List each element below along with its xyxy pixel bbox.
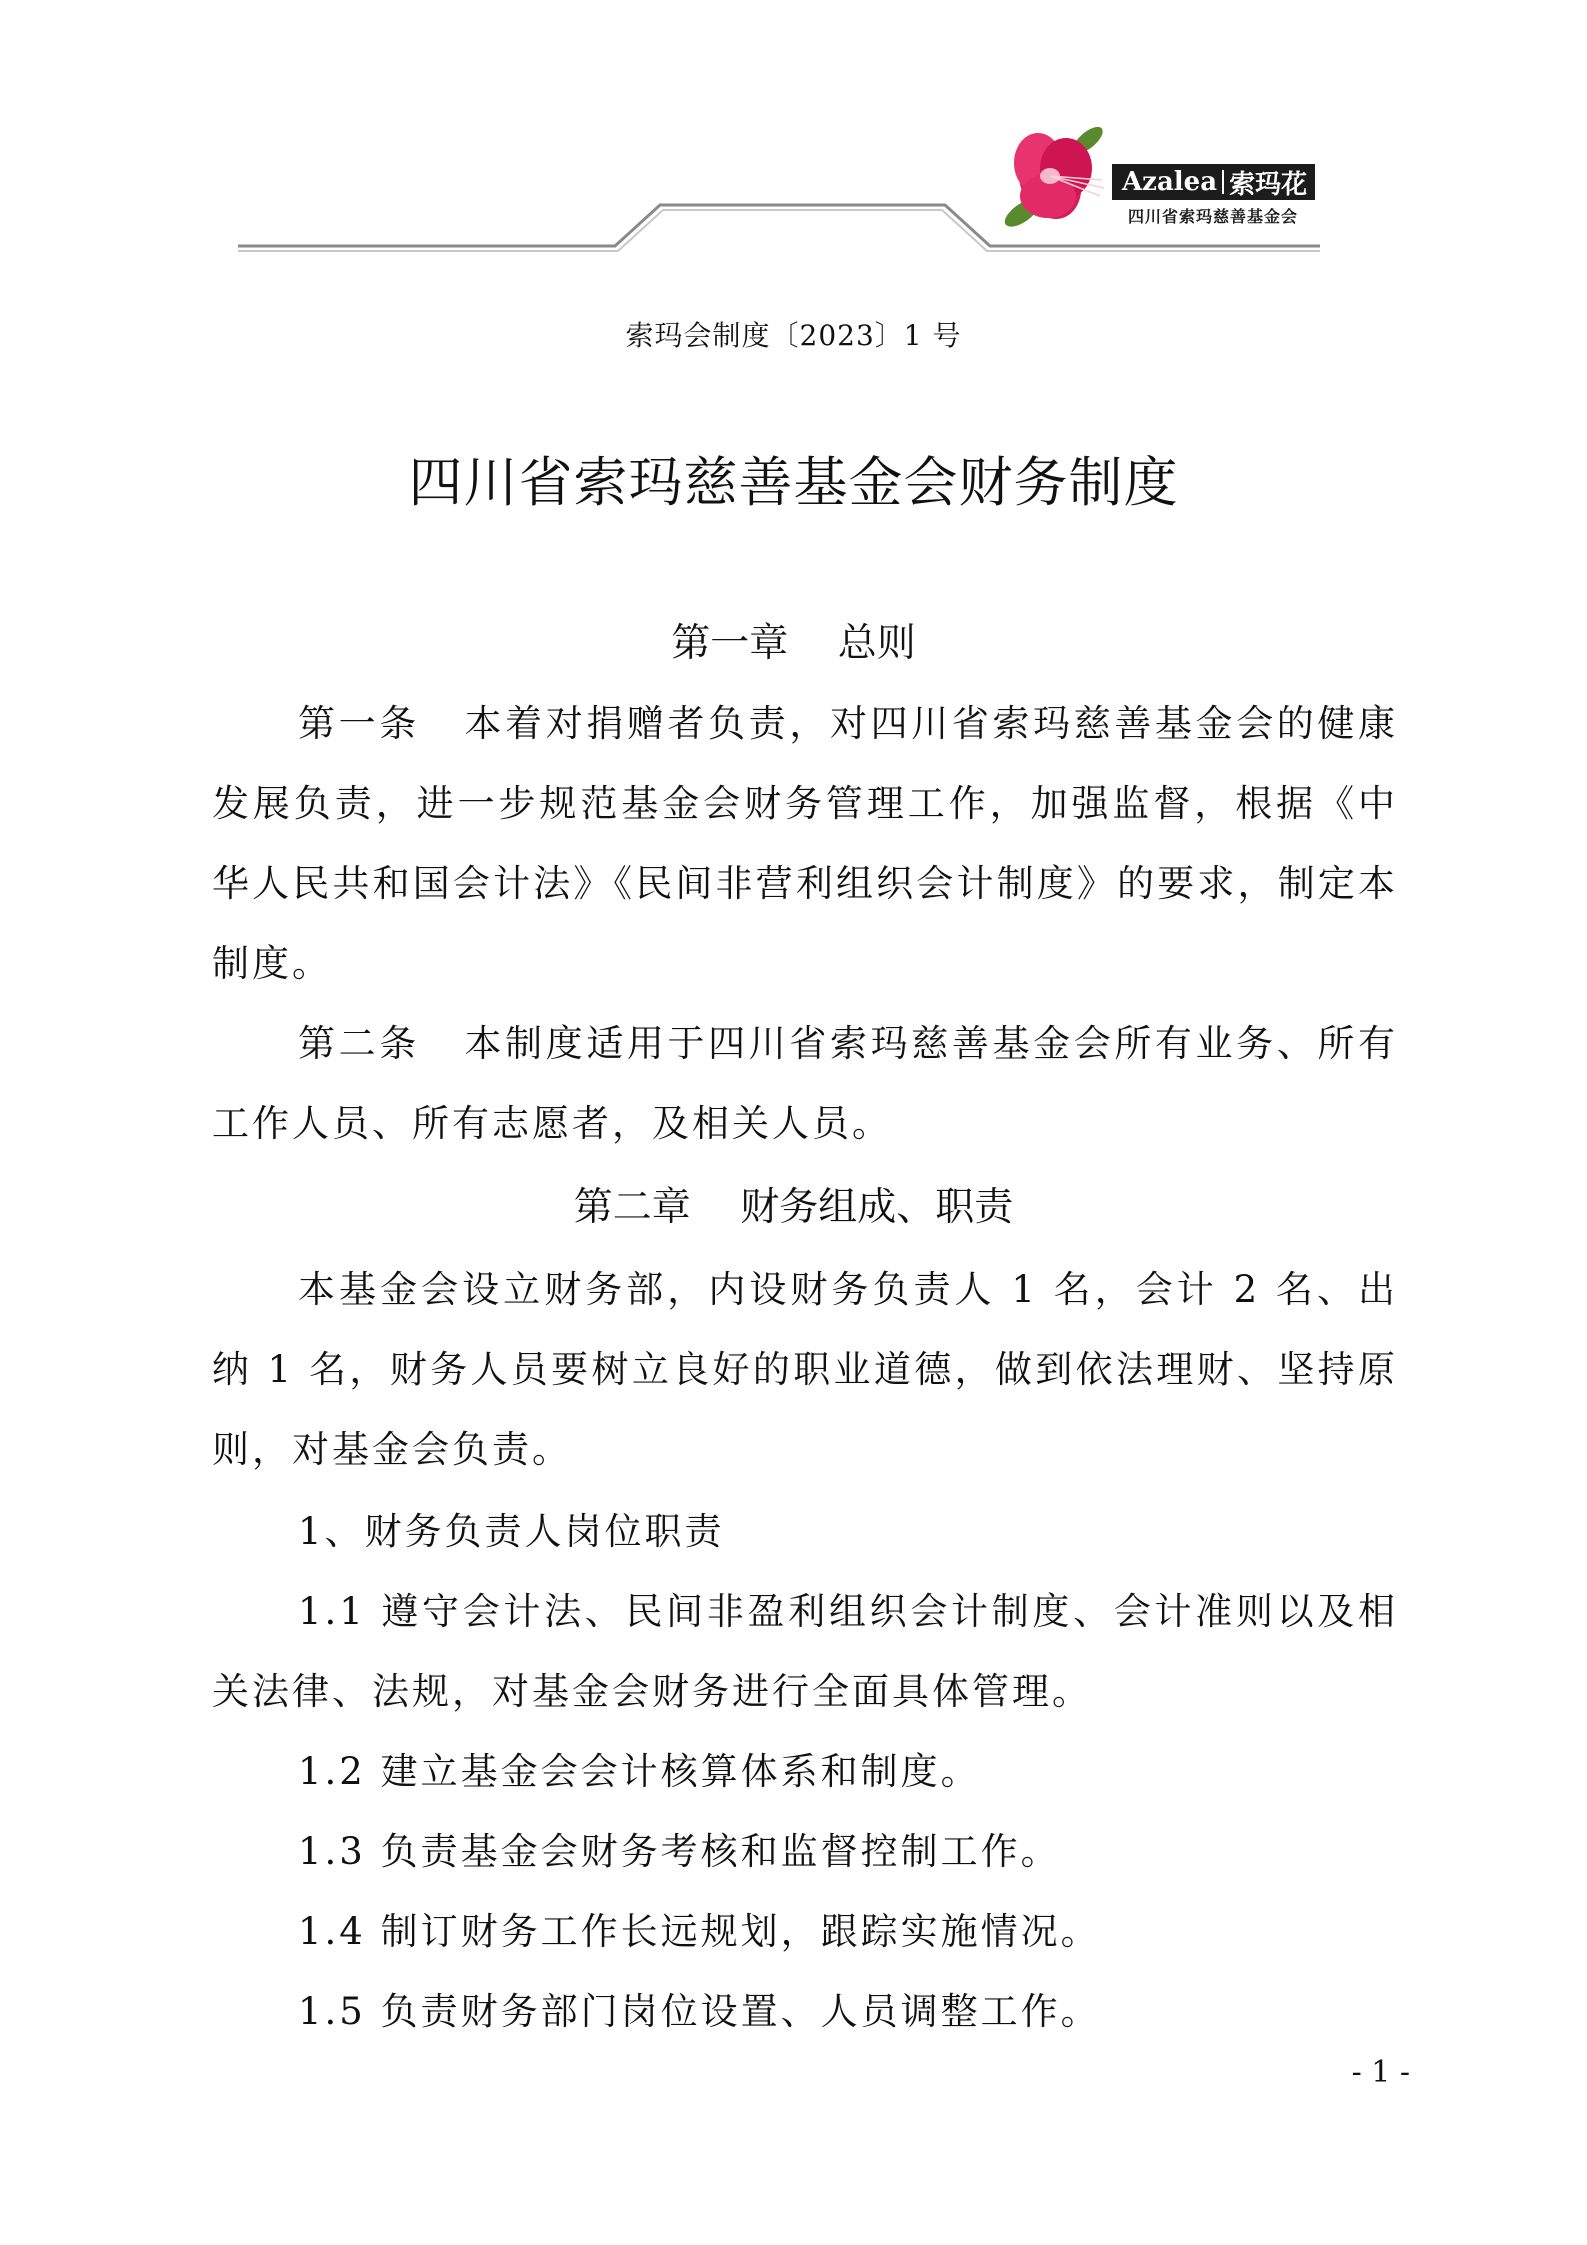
- logo-name-en: Azalea: [1122, 167, 1218, 197]
- item-1-3: 1.3 负责基金会财务考核和监督控制工作。: [298, 1830, 1061, 1873]
- article-2: [212, 1004, 1398, 1164]
- logo-subtitle: 四川省索玛慈善基金会: [1127, 207, 1298, 226]
- chapter-2-heading: 第二章 财务组成、职责: [573, 1185, 1014, 1230]
- article-1-text: 本着对捐赠者负责，对四川省索玛慈善基金会的健康发展负责，进一步规范基金会财务管理工作，加强监督，根据《中华人民共和国会计法》《民间非营利组织会计制度》的要求，制定本制度。: [212, 702, 1399, 985]
- item-1-1: 1.1 遵守会计法、民间非盈利组织会计制度、会计准则以及相关法律、法规，对基金会财务进行全面具体管理。: [212, 1590, 1398, 1713]
- item-1-5: 1.5 负责财务部门岗位设置、人员调整工作。: [298, 1990, 1101, 2033]
- document-number: 索玛会制度〔2023〕1 号: [625, 319, 962, 352]
- header-rule: [0, 0, 1587, 260]
- chapter-2-intro: 本基金会设立财务部，内设财务负责人 1 名，会计 2 名、出纳 1 名，财务人员要树立良好的职业道德，做到依法理财、坚持原则，对基金会负责。: [212, 1268, 1398, 1471]
- article-2-label: 第二条: [298, 1022, 420, 1065]
- chapter-1-heading: 第一章 总则: [671, 621, 916, 666]
- logo-separator: [1222, 170, 1224, 194]
- item-1-2: 1.2 建立基金会会计核算体系和制度。: [298, 1750, 981, 1793]
- logo-wordmark: [1112, 164, 1315, 200]
- foundation-logo: [1000, 118, 1330, 236]
- article-2-text: 本制度适用于四川省索玛慈善基金会所有业务、所有工作人员、所有志愿者，及相关人员。: [212, 1022, 1399, 1145]
- page-number: - 1 -: [1351, 2055, 1410, 2090]
- article-1-label: 第一条: [298, 702, 420, 745]
- article-1: [212, 684, 1398, 1004]
- section-1-heading: 1、财务负责人岗位职责: [298, 1510, 725, 1553]
- item-1-4: 1.4 制订财务工作长远规划，跟踪实施情况。: [298, 1910, 1101, 1953]
- document-title: 四川省索玛慈善基金会财务制度: [408, 451, 1179, 514]
- logo-name-cn: 索玛花: [1229, 169, 1308, 200]
